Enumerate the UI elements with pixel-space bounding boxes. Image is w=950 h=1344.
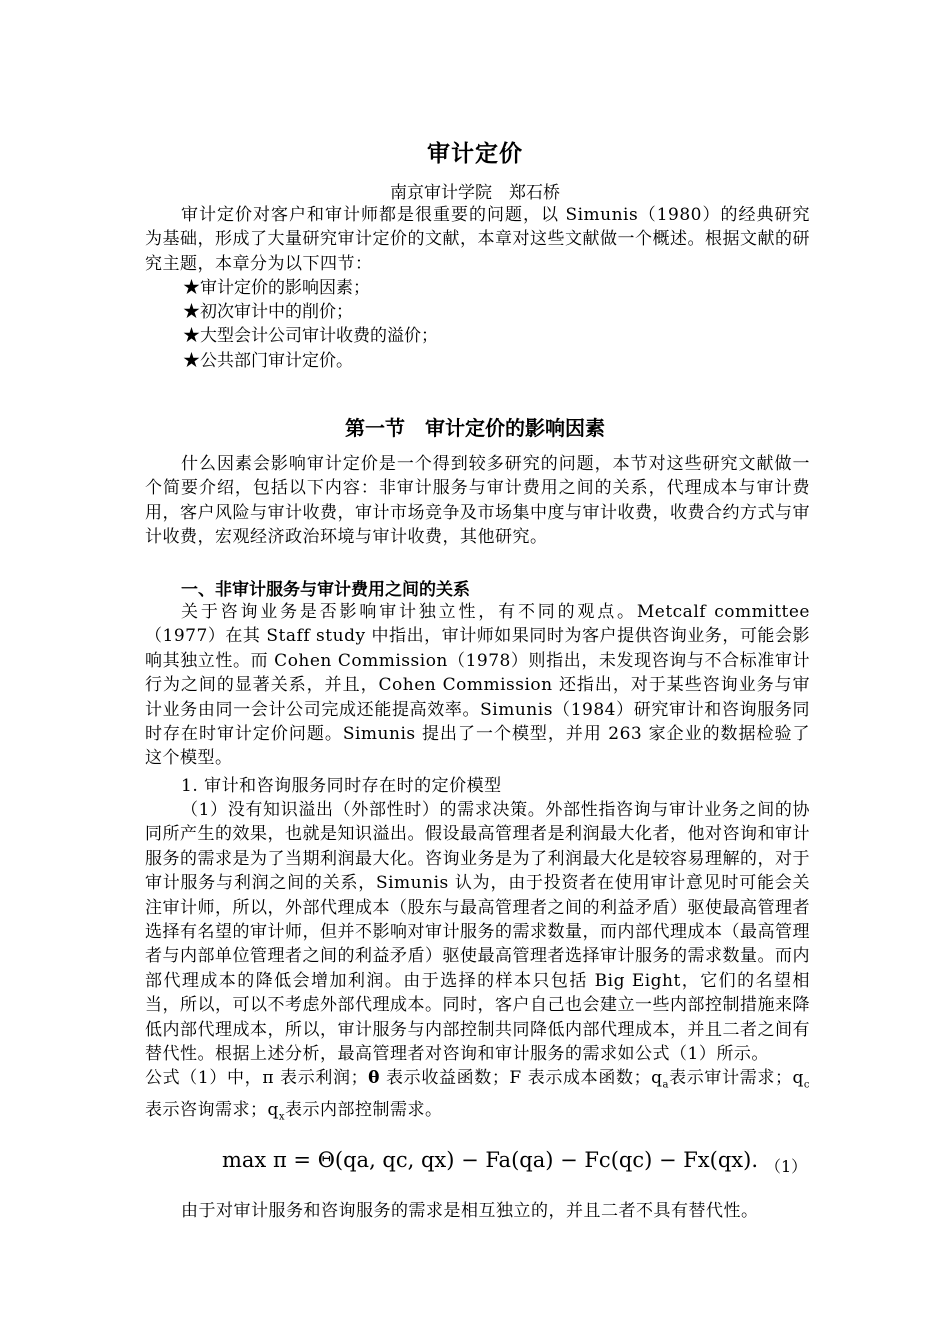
topic-item: ★大型会计公司审计收费的溢价； — [183, 326, 438, 347]
body-paragraph-1 — [145, 600, 810, 771]
intro-text: 审计定价对客户和审计师都是很重要的问题，以 Simunis（1980）的经典研究为基础，形成了大量研究审计定价的文献，本章对这些文献做一个概述。根据文献的研究主题，本章分为以下四节： — [145, 205, 810, 274]
topic-list — [183, 276, 803, 373]
def-qa-sub: a — [662, 1079, 669, 1091]
subsection-title: 一、非审计服务与审计费用之间的关系 — [181, 580, 470, 600]
def-part: 表示内部控制需求。 — [285, 1100, 443, 1121]
formula-1: max π = Θ(qa, qc, qx) − Fa(qa) − Fc(qc) − Fx(qx). — [222, 1148, 758, 1172]
topic-item: ★公共部门审计定价。 — [183, 350, 353, 371]
topic-item: ★审计定价的影响因素； — [183, 278, 370, 298]
topic-item: ★初次审计中的削价； — [183, 302, 353, 323]
section-intro-paragraph — [145, 452, 810, 550]
def-part: 表示咨询需求； — [145, 1100, 268, 1121]
paragraph-text: （1）没有知识溢出（外部性时）的需求决策。外部性指咨询与审计业务之间的协同所产生的效果，也就是知识溢出。假设最高管理者是利润最大化者，他对咨询和审计服务的需求是为了当期利润最大化。咨询业务是为了利润最大化是较容易理解的，对于审计服务与利润之间的关系，Simunis 认为，由于投资者在使用审计意见时可能会关注审计师，所以，外部代理成本（股东与最高管理者之间的利益矛盾）驱使最高管理者选择有名望的审计师，但并不影响对审计服务的需求数量，而内部代理成本（最高管理者与内部单位管理者之间的利益矛盾）驱使最高管理者选择审计服务的需求数量。而内部代理成本的降低会增加利润。由于选择的样本只包括 Big Eight，它们的名望相当，所以，可以不考虑外部代理成本。同时，客户自己也会建立一些内部控制措施来降低内部代理成本，所以，审计服务与内部控制共同降低内部代理成本，并且二者之间有替代性。根据上述分析，最高管理者对咨询和审计服务的需求如公式（1）所示。 — [145, 800, 810, 1065]
author-line: 南京审计学院 郑石桥 — [390, 183, 560, 203]
closing-line: 由于对审计服务和咨询服务的需求是相互独立的，并且二者不具有替代性。 — [181, 1201, 759, 1221]
def-qc: q — [792, 1068, 804, 1089]
section-intro-text: 什么因素会影响审计定价是一个得到较多研究的问题，本节对这些研究文献做一个简要介绍，包括以下内容：非审计服务与审计费用之间的关系，代理成本与审计费用，客户风险与审计收费，审计市场竞争及市场集中度与审计收费，收费合约方式与审计收费，宏观经济政治环境与审计收费，其他研究。 — [145, 454, 810, 548]
equation-number: （1） — [765, 1157, 808, 1176]
def-part: 表示审计需求； — [668, 1068, 793, 1089]
document-title: 审计定价 — [427, 141, 523, 167]
def-qx-sub: x — [278, 1111, 286, 1123]
item-heading-block — [145, 774, 810, 798]
def-qa: q — [651, 1068, 663, 1089]
definitions-text — [145, 1066, 810, 1130]
paragraph-text: 关于咨询业务是否影响审计独立性，有不同的观点。Metcalf committee（1977）在其 Staff study 中指出，审计师如果同时为客户提供咨询业务，可能会影响其独立性。而 Cohen Commission（1978）则指出，未发现咨询与不合标准审计行为之间的显著关系，并且，Cohen Commission 还指出，对于某些咨询业务与审计业务由同一会计公司完成还能提高效率。Simunis（1984）研究审计和咨询服务同时存在时审计定价问题。Simunis 提出了一个模型，并用 263 家企业的数据检验了这个模型。 — [145, 602, 810, 769]
def-part: 公式（1）中，π 表示利润； — [145, 1068, 369, 1089]
def-part: 表示收益函数；F 表示成本函数； — [379, 1068, 652, 1089]
body-paragraph-2 — [145, 798, 810, 1130]
item-heading: 1. 审计和咨询服务同时存在时的定价模型 — [181, 776, 502, 796]
def-theta: θ — [368, 1068, 380, 1089]
section-title: 第一节 审计定价的影响因素 — [345, 416, 605, 440]
intro-paragraph — [145, 203, 810, 276]
def-qx: q — [267, 1100, 279, 1121]
def-qc-sub: c — [803, 1079, 810, 1091]
